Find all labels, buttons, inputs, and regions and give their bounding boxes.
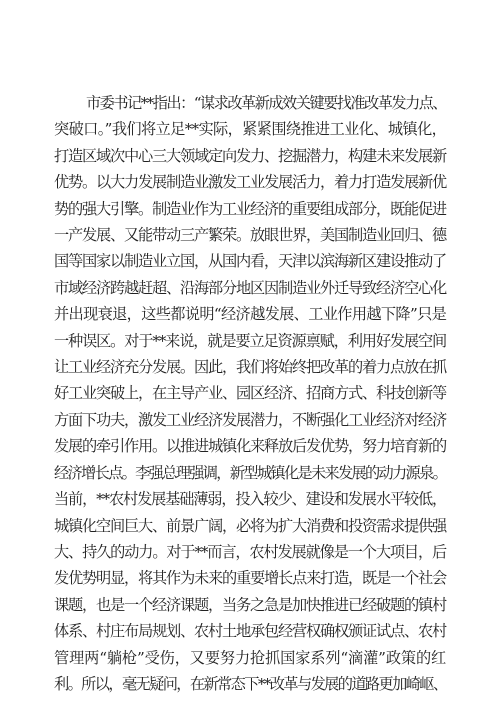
paragraph-line: 管理两“躺枪”受伤，又要努力抢抓国家系列“滴灌”政策的红	[54, 648, 446, 667]
paragraph-line: 市域经济跨越赶超、沿海部分地区因制造业外迁导致经济空心化	[54, 278, 446, 297]
paragraph-line: 并出现衰退，这些都说明“经济越发展、工业作用越下降”只是	[54, 305, 446, 324]
paragraph-line: 方面下功夫，激发工业经济发展潜力，不断强化工业经济对经济	[54, 410, 446, 429]
paragraph-line: 城镇化空间巨大、前景广阔，必将为扩大消费和投资需求提供强	[54, 516, 446, 535]
paragraph-line: 优势。以大力发展制造业激发工业发展活力，着力打造发展新优	[54, 173, 446, 192]
paragraph-line: 市委书记**指出：“谋求改革新成效关键要找准改革发力点、	[86, 94, 446, 112]
paragraph-line: 让工业经济充分发展。因此，我们将始终把改革的着力点放在抓	[54, 358, 446, 377]
paragraph-line: 大、持久的动力。对于**而言，农村发展就像是一个大项目，后	[54, 542, 446, 561]
paragraph-line: 当前，**农村发展基础薄弱，投入较少、建设和发展水平较低，	[54, 490, 446, 509]
body-paragraph	[54, 90, 446, 697]
paragraph-line: 经济增长点。李强总理强调，新型城镇化是未来发展的动力源泉。	[54, 463, 446, 482]
paragraph-line: 突破口。”我们将立足**实际，紧紧围绕推进工业化、城镇化，	[54, 120, 446, 139]
paragraph-line: 一产发展、又能带动三产繁荣。放眼世界，美国制造业回归、德	[54, 226, 446, 245]
paragraph-line: 发展的牵引作用。以推进城镇化来释放后发优势，努力培育新的	[54, 437, 446, 456]
paragraph-line: 利。所以，毫无疑问，在新常态下**改革与发展的道路更加崎岖、	[54, 674, 447, 693]
paragraph-line: 体系、村庄布局规划、农村土地承包经营权确权颁证试点、农村	[54, 622, 446, 641]
paragraph-line: 课题，也是一个经济课题，当务之急是加快推进已经破题的镇村	[54, 595, 446, 614]
paragraph-line: 势的强大引擎。制造业作为工业经济的重要组成部分，既能促进	[54, 199, 446, 218]
paragraph-line: 国等国家以制造业立国，从国内看，天津以滨海新区建设推动了	[54, 252, 446, 271]
paragraph-line: 好工业突破上，在主导产业、园区经济、招商方式、科技创新等	[54, 384, 446, 403]
paragraph-line: 打造区域次中心三大领域定向发力、挖掘潜力，构建未来发展新	[54, 146, 446, 165]
paragraph-line: 发优势明显，将其作为未来的重要增长点来打造，既是一个社会	[54, 569, 446, 588]
paragraph-line: 一种误区。对于**来说，就是要立足资源禀赋，利用好发展空间	[54, 331, 446, 350]
